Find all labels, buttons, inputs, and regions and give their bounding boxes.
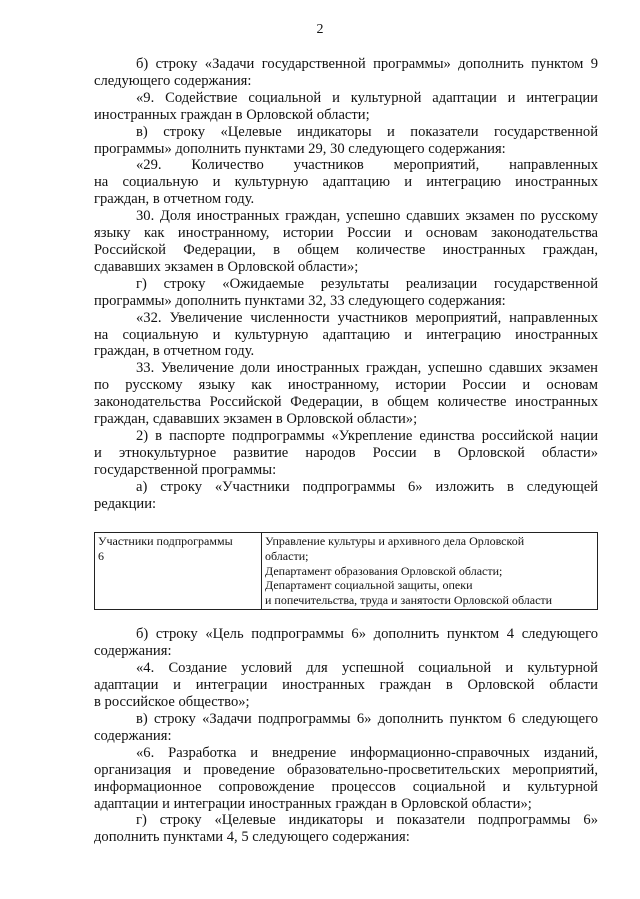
document-body	[94, 56, 598, 846]
table-line: области;	[265, 549, 309, 564]
text-line: в) строку «Задачи подпрограммы 6» дополнить пунктом 6 следующего	[136, 710, 598, 727]
text-line: следующего содержания:	[94, 72, 252, 89]
text-line: адаптации и интеграции иностранных граждан в Орловской области»;	[94, 795, 532, 812]
text-line: «6. Разработка и внедрение информационно-справочных изданий,	[136, 744, 598, 761]
paragraph	[94, 90, 598, 124]
text-line: «32. Увеличение численности участников мероприятий, направленных	[136, 309, 598, 326]
text-line: на социальную и культурную адаптацию и интеграцию иностранных	[94, 326, 598, 343]
text-line: г) строку «Ожидаемые результаты реализации государственной	[136, 275, 598, 292]
text-line: б) строку «Задачи государственной программы» дополнить пунктом 9	[136, 56, 598, 72]
table-line: Департамент образования Орловской области;	[265, 563, 503, 578]
paragraph	[94, 626, 598, 660]
text-line: иностранных граждан в Орловской области;	[94, 106, 370, 123]
table-line: Участники подпрограммы	[98, 534, 233, 549]
table-line: Управление культуры и архивного дела Орловской	[265, 534, 525, 549]
table-row	[95, 533, 598, 610]
text-line: содержания:	[94, 727, 172, 744]
text-line: на социальную и культурную адаптацию и интеграцию иностранных	[94, 174, 598, 191]
text-line: законодательства Российской Федерации, в общем количестве иностранных	[94, 394, 598, 411]
paragraph	[94, 660, 598, 711]
text-line: адаптации и интеграции иностранных граждан в Орловской области	[94, 677, 598, 694]
text-line: г) строку «Целевые индикаторы и показатели подпрограммы 6»	[136, 812, 598, 829]
paragraph	[94, 56, 598, 90]
paragraph	[94, 745, 598, 813]
paragraph	[94, 124, 598, 158]
paragraph	[94, 157, 598, 208]
table-line: и попечительства, труда и занятости Орловской области	[265, 592, 553, 607]
text-line: а) строку «Участники подпрограммы 6» изложить в следующей	[136, 478, 598, 495]
text-line: граждан, в отчетном году.	[94, 191, 255, 208]
paragraph	[94, 360, 598, 428]
text-line: «4. Создание условий для успешной социальной и культурной	[136, 660, 598, 677]
text-line: 30. Доля иностранных граждан, успешно сдавших экзамен по русскому	[136, 208, 598, 225]
text-line: редакции:	[94, 495, 157, 512]
text-line: программы» дополнить пунктами 32, 33 следующего содержания:	[94, 292, 506, 309]
paragraph	[94, 812, 598, 846]
text-line: и этнокультурное развитие народов России в Орловской области»	[94, 444, 598, 461]
table-cell-value	[262, 533, 598, 610]
paragraph	[94, 310, 598, 361]
page-number: 2	[316, 22, 324, 37]
text-line: содержания:	[94, 643, 172, 660]
text-line: 33. Увеличение доли иностранных граждан, успешно сдавших экзамен	[136, 360, 598, 377]
paragraph	[94, 208, 598, 276]
text-line: организация и проведение образовательно-просветительских мероприятий,	[94, 761, 598, 778]
participants-table	[94, 532, 598, 610]
text-line: в российское общество»;	[94, 694, 250, 711]
text-line: граждан, сдававших экзамен в Орловской области»;	[94, 411, 418, 428]
paragraph	[94, 428, 598, 479]
text-line: сдававших экзамен в Орловской области»;	[94, 258, 359, 275]
text-line: информационное сопровождение процессов социальной и культурной	[94, 778, 598, 795]
table-line: Департамент социальной защиты, опеки	[265, 578, 473, 593]
paragraph	[94, 711, 598, 745]
paragraph	[94, 276, 598, 310]
table-line: 6	[98, 549, 104, 564]
paragraph	[94, 479, 598, 513]
text-line: «29. Количество участников мероприятий, направленных	[136, 157, 598, 174]
paragraphs-bottom	[94, 626, 598, 846]
text-line: 2) в паспорте подпрограммы «Укрепление единства российской нации	[136, 427, 598, 444]
text-line: программы» дополнить пунктами 29, 30 следующего содержания:	[94, 140, 506, 157]
text-line: «9. Содействие социальной и культурной адаптации и интеграции	[136, 89, 598, 106]
text-line: б) строку «Цель подпрограммы 6» дополнить пунктом 4 следующего	[136, 626, 598, 643]
text-line: языку как иностранному, истории России и основам законодательства	[94, 225, 598, 242]
text-line: по русскому языку как иностранному, истории России и основам	[94, 377, 598, 394]
table-cell-label	[95, 533, 262, 610]
text-line: государственной программы:	[94, 461, 277, 478]
text-line: в) строку «Целевые индикаторы и показатели государственной	[136, 123, 598, 140]
text-line: граждан, в отчетном году.	[94, 343, 255, 360]
paragraphs-top	[94, 56, 598, 512]
text-line: Российской Федерации, в общем количестве иностранных граждан,	[94, 241, 598, 258]
text-line: дополнить пунктами 4, 5 следующего содержания:	[94, 829, 410, 846]
